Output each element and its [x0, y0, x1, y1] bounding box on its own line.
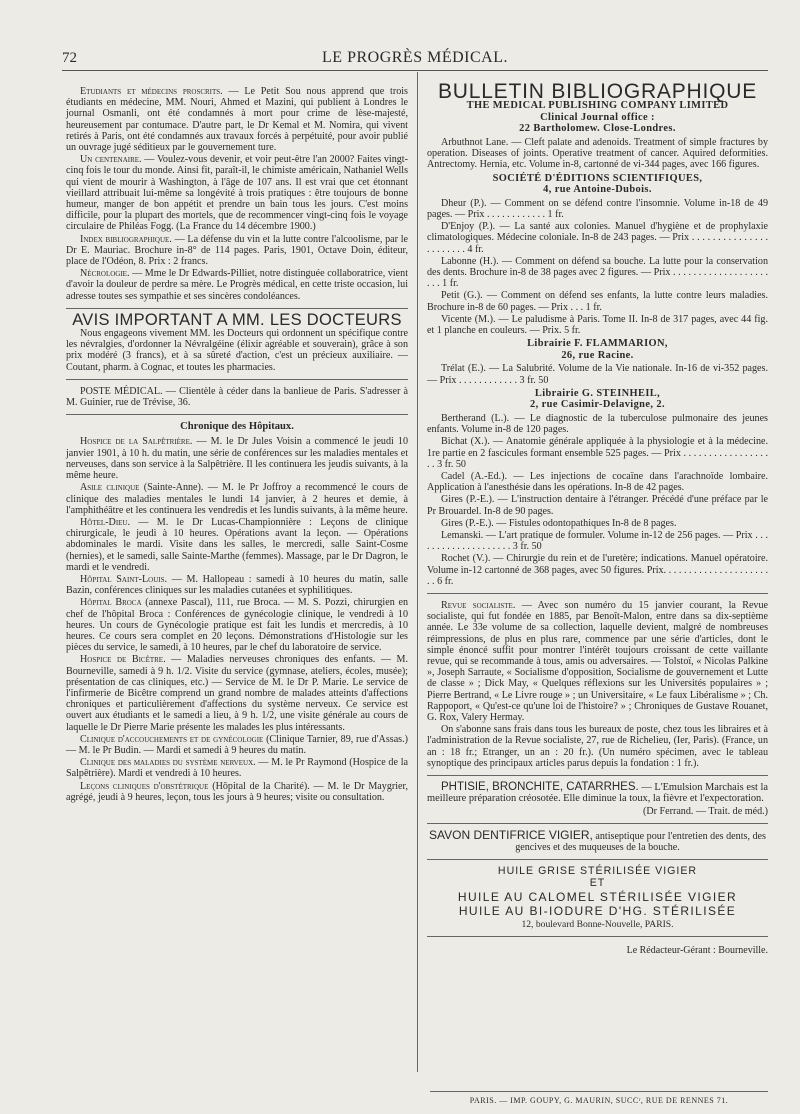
chronique-systeme-nerveux: Clinique des maladies du système nerveux. — M. le Pr Raymond (Hospice de la Salpêtrière). Mardi et vendredi à 10 heures.	[66, 757, 408, 780]
chronique-hotel-dieu: Hôtel-Dieu. — M. le Dr Lucas-Championnière : Leçons de clinique chirurgicale, le jeudi à 10 heures. Opérations avant la leçon. — Opérations abdominales le mardi. Visite dans les salles, le mercredi, salle Saint-Cosme (hernies), et le samedi, salle Sainte-Marthe (femmes). Massage, par le Dr Dagron, le mardi et le vendredi.	[66, 516, 408, 573]
ad-phtisie-source: (Dr Ferrand. — Trait. de méd.)	[642, 805, 768, 817]
right-column	[427, 80, 768, 957]
ad-huile-et: ET	[589, 877, 606, 890]
ad-huile-grise: HUILE GRISE STÉRILISÉE VIGIER	[497, 865, 698, 878]
chronique-saint-louis: Hôpital Saint-Louis. — M. Hallopeau : samedi à 10 heures du matin, salle Bazin, conférences cliniques sur les maladies cutanées et syphilitiques.	[66, 573, 408, 597]
divider	[427, 936, 768, 937]
left-column	[66, 86, 408, 804]
ad-huile-calomel: HUILE AU CALOMEL STÉRILISÉE VIGIER	[457, 889, 738, 904]
page-header	[62, 48, 768, 71]
chronique-accouchements: Clinique d'accouchements et de gynécologie (Clinique Tarnier, 89, rue d'Assas.) — M. le Pr Budin. — Mardi et samedi à 9 heures du matin.	[66, 733, 408, 756]
bulletin-title: BULLETIN BIBLIOGRAPHIQUE	[437, 80, 758, 103]
bib-entry: Cadel (A.-Ed.). — Les injections de cocaïne dans l'arachnoïde lombaire. Application à l'anesthésie dans les opérations. In-8 de 42 pages.	[427, 471, 768, 494]
column-divider	[417, 72, 418, 1072]
chronique-broca: Hôpital Broca (annexe Pascal), 111, rue Broca. — M. S. Pozzi, chirurgien en chef de l'hôpital Broca : Conférences de gynécologie clinique, le vendredi à 10 heures. Un cours de Gynécologie pratique est fait les lundis et mercredis, à 10 heures. Ce cours sera complet en 20 leçons. Démonstrations d'Histologie sur les pièces du service, le samedi, à 10 heures, par le chef du laboratoire de service.	[66, 597, 408, 654]
chronique-asile: Asile clinique (Sainte-Anne). — M. le Pr Joffroy a recommencé le cours de clinique des maladies mentales le lundi 14 janvier, à 2 heures et demie, à l'amphithéâtre et les continuera les vendredis et les lundis suivants, à la même heure.	[66, 482, 408, 516]
bib-entry: Rochet (V.). — Chirurgie du rein et de l'uretère; indications. Manuel opératoire. Volume in-12 cartonné de 368 pages, avec 50 figures. Prix. . . . . . . . . . . . . . . . . . . . . . . 6 fr.	[427, 553, 768, 587]
publisher-societe-editions: SOCIÉTÉ D'ÉDITIONS SCIENTIFIQUES, 4, rue Antoine-Dubois.	[492, 172, 703, 196]
bib-entry: Arbuthnot Lane. — Cleft palate and adenoids. Treatment of simple fractures by operation. Diseases of joints. Operative treatment of cancer. Aquired deformities. Antrectomy. Hernia, etc. Volume in-8, cartonné de vi-344 pages, avec 166 figures.	[427, 136, 768, 171]
page-number: 72	[62, 50, 77, 66]
ad-savon: SAVON DENTIFRICE VIGIER, antiseptique pour l'entretien des dents, des gencives et des muqueuses de la bouche.	[429, 827, 766, 853]
divider	[427, 593, 768, 594]
avis-text: Nous engageons vivement MM. les Docteurs qui ordonnent un spécifique contre les névralgies, d'ordonner la Névralgéine (élixir agréable et souverain), grâce à son prix modéré (3 francs), et à sa sûreté d'action, c'est un précieux auxiliaire. — Coutant, pharm. à Cognac, et toutes les pharmacies.	[66, 328, 408, 373]
bib-entry: Dheur (P.). — Comment on se défend contre l'insomnie. Volume in-18 de 49 pages. — Prix . . . . . . . . . . . . 1 fr.	[427, 197, 768, 220]
revue-socialiste: Revue socialiste. — Avec son numéro du 15 janvier courant, la Revue socialiste, qui fut fondée en 1885, par Benoît-Malon, entre dans sa dix-septième année. Le 33e volume de sa collection, laquelle devient, malgré de nombreuses réimpressions, de plus en plus rare, commence par une série d'articles, dont le simple énoncé suffit pour montrer l'intérêt toujours croissant de cette vaillante revue, qui se recommande à tous, amis ou adversaires. — Tolstoï, « Nicolas Palkine », Joseph Sarraute, « Socialisme d'opposition, Socialisme de gouvernement et Lutte de classe » ; Dick May, « Quelques réflexions sur les Universités populaires » ; Pierre Bertrand, « Le Livre rouge » ; un Universitaire, « Le faux Libéralisme » ; Ch. Rappoport, « Qu'est-ce qu'une loi de l'histoire? » ; Chroniques de Gustave Rouanet, G. Rox, Valery Hermay.	[427, 600, 768, 724]
ad-phtisie: PHTISIE, BRONCHITE, CATARRHES. — L'Emulsion Marchais est la meilleure préparation créosotée. Elle diminue la toux, la fièvre et l'expectoration.	[427, 781, 768, 805]
poste-medical: POSTE MÉDICAL. — Clientèle à céder dans la banlieue de Paris. S'adresser à M. Guinier, rue de Trévise, 36.	[66, 385, 408, 409]
news-centenaire: Un centenaire. — Voulez-vous devenir, et voir peut-être l'an 2000? Faites vingt-cinq fois le tour du monde. Ainsi fit, paraît-il, le chimiste américain, Nathaniel Wells qui vient de mourir à Washington, à l'âge de 107 ans. Il est vrai que cet étonnant vieillard attribuait lui-même sa longévité à trois pratiques : être toujours de bonne humeur, manger de bon appétit et prendre un bain tous les jours. C'est moins difficile, pour la plupart des mortels, que de recommencer vingt-cinq fois le voyage circulaire de Philéas Fogg. (La France du 14 décembre 1900.)	[66, 154, 408, 233]
divider	[427, 823, 768, 824]
divider	[427, 775, 768, 776]
ad-address: 12, boulevard Bonne-Nouvelle, PARIS.	[521, 918, 674, 930]
bib-entry: Labonne (H.). — Comment on défend sa bouche. La lutte pour la conservation des dents. Brochure in-8 de 38 pages avec 2 figures. — Prix . . . . . . . . . . . . . . . . . . . . . . 1 fr.	[427, 255, 768, 290]
news-proscrits: Etudiants et médecins proscrits. — Le Petit Sou nous apprend que trois étudiants en médecine, MM. Nouri, Ahmed et Mazini, qui publient à Londres le journal Osmanli, ont été condamnés à mort pour crime de lèse-majesté, heureusement par contumace. D'autre part, le Dr Kemal et M. Nomira, qui vivent retirés à Paris, ont été condamnés aux travaux forcés à perpétuité, pour avoir publié un ouvrage jugé séditieux par le gouvernement ture.	[66, 86, 408, 154]
publisher-steinheil: Librairie G. STEINHEIL, 2, rue Casimir-Delavigne, 2.	[530, 387, 665, 411]
news-necrologie: Nécrologie. — Mme le Dr Edwards-Pilliet, notre distinguée collaboratrice, vient d'avoir la douleur de perdre sa mère. Le Progrès médical, en cette triste occasion, lui adresse toutes ses sympathie et ses sincères condoléances.	[66, 268, 408, 302]
bib-entry: Gires (P.-E.). — L'instruction dentaire à l'étranger. Précédé d'une préface par le Pr Brouardel. In-8 de 90 pages.	[427, 494, 768, 517]
publisher-medical-publishing: THE MEDICAL PUBLISHING COMPANY LIMITED Clinical Journal office : 22 Bartholomew. Close-Londres.	[466, 100, 729, 135]
chronique-bicetre: Hospice de Bicêtre. — Maladies nerveuses chroniques des enfants. — M. Bourneville, samedi à 9 h. 1/2. Visite du service (gymnase, ateliers, écoles, musée); présentation de cas cliniques, etc.) — Service de M. le Dr P. Marie. Le service de l'infirmerie de Bicêtre comprend un grand nombre de malades atteints d'affections chroniques et particulièrement d'affections du système nerveux. Ce service est ouvert aux étudiants et le samedi a lieu, à 9 h. 1/2, une visite générale au cours de laquelle le Dr Pierre Marie présente les malades les plus intéressants.	[66, 654, 408, 733]
bib-entry: Gires (P.-E.). — Fistules odontopathiques In-8 de 8 pages.	[441, 517, 677, 529]
news-index: Index bibliographique. — La défense du vin et la lutte contre l'alcoolisme, par le Dr E. Mauriac. Brochure in-8° de 114 pages. Paris, 1901, Octave Doin, éditeur, place de l'Odéon, 8. Prix : 2 francs.	[66, 233, 408, 268]
bib-entry: Lemanski. — L'art pratique de formuler. Volume in-12 de 256 pages. — Prix . . . . . . . . . . . . . . . . . . . . 3 fr. 50	[427, 530, 768, 553]
ad-huile-bi-iodure: HUILE AU BI-IODURE D'HG. STÉRILISÉE	[458, 903, 737, 918]
chronique-obstetrique: Leçons cliniques d'obstétrique (Hôpital de la Charité). — M. le Dr Maygrier, agrégé, jeudi à 9 heures, leçon, tous les jours à 9 heures; visite ou consultation.	[66, 780, 408, 803]
redacteur-gerant: Le Rédacteur-Gérant : Bourneville.	[626, 944, 768, 956]
divider	[66, 379, 408, 380]
bib-entry: D'Enjoy (P.). — La santé aux colonies. Manuel d'hygiène et de prophylaxie climatologiques. Médecine coloniale. In-8 de 243 pages. — Prix . . . . . . . . . . . . . . . . . . . . . . . 4 fr.	[427, 221, 768, 255]
journal-title: LE PROGRÈS MÉDICAL.	[322, 49, 508, 66]
divider	[66, 308, 408, 309]
publisher-flammarion: Librairie F. FLAMMARION, 26, rue Racine.	[527, 338, 668, 361]
bib-entry: Bichat (X.). — Anatomie générale appliquée à la physiologie et à la médecine. 1re partie en 2 fascicules formant ensemble 525 pages. — Prix . . . . . . . . . . . . . . . . . . . 3 fr. 50	[427, 436, 768, 470]
chronique-title: Chronique des Hôpitaux.	[180, 421, 294, 433]
avis-title: AVIS IMPORTANT A MM. LES DOCTEURS	[72, 310, 402, 329]
bib-entry: Bertherand (L.). — Le diagnostic de la tuberculose pulmonaire des jeunes enfants. Volume in-8 de 120 pages.	[427, 413, 768, 436]
revue-abonnement: On s'abonne sans frais dans tous les bureaux de poste, chez tous les libraires et à l'administration de la Revue socialiste, 27, rue de Richelieu, (Ier, Paris). (France, un an : 18 fr.; Etranger, un an : 20 fr.). (Un numéro spécimen, avec le tableau synoptique des principaux articles parus depuis la fondation : 1 fr.).	[427, 724, 768, 769]
bib-entry: Petit (G.). — Comment on défend ses enfants, la lutte contre leurs maladies. Brochure in-8 de 60 pages. — Prix . . . 1 fr.	[427, 290, 768, 313]
printer-line: PARIS. — IMP. GOUPY, G. MAURIN, SUCCʳ, RUE DE RENNES 71.	[469, 1096, 729, 1105]
divider	[427, 859, 768, 860]
chronique-salpetriere: Hospice de la Salpêtrière. — M. le Dr Jules Voisin a commencé le jeudi 10 janvier 1901, à 10 h. du matin, une série de conférences sur les maladies mentales et nerveuses, dans son service à la Salpêtrière. Il les continuera les jeudis suivants, à la même heure.	[66, 436, 408, 482]
bib-entry: Trélat (E.). — La Salubrité. Volume de la Vie nationale. In-16 de vi-352 pages. — Prix . . . . . . . . . . . . 3 fr. 50	[427, 363, 768, 386]
bib-entry: Vicente (M.). — Le paludisme à Paris. Tome II. In-8 de 317 pages, avec 44 fig. et 1 planche en couleurs. — Prix. 5 fr.	[427, 313, 768, 337]
divider	[66, 414, 408, 415]
footer-divider	[430, 1091, 768, 1092]
